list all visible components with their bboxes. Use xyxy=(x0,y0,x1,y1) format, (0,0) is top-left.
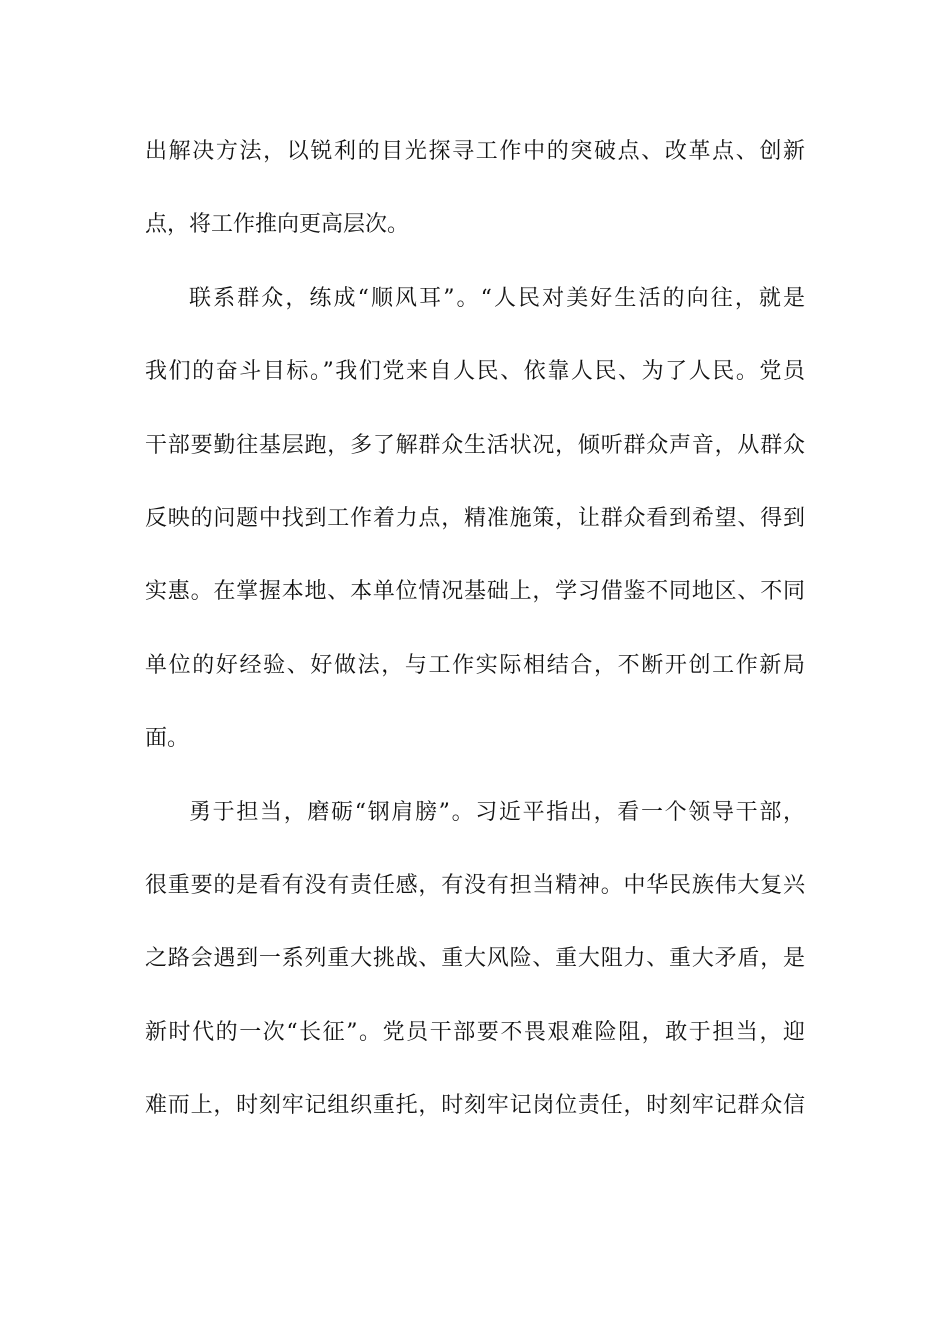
text-line: 新时代的一次“长征”。党员干部要不畏艰难险阻，敢于担当，迎 xyxy=(145,1019,805,1045)
text-line: 出解决方法，以锐利的目光探寻工作中的突破点、改革点、创新 xyxy=(145,139,805,164)
text-line: 难而上，时刻牢记组织重托，时刻牢记岗位责任，时刻牢记群众信 xyxy=(145,1093,805,1119)
text-line: 实惠。在掌握本地、本单位情况基础上，学习借鉴不同地区、不同 xyxy=(145,579,805,605)
text-line: 反映的问题中找到工作着力点，精准施策，让群众看到希望、得到 xyxy=(145,505,805,531)
paragraph-start-line: 勇于担当，磨砺“钢肩膀”。习近平指出，看一个领导干部， xyxy=(189,799,805,825)
text-line: 干部要勤往基层跑，多了解群众生活状况，倾听群众声音，从群众 xyxy=(145,432,805,458)
text-line: 点，将工作推向更高层次。 xyxy=(145,212,410,238)
text-line: 之路会遇到一系列重大挑战、重大风险、重大阻力、重大矛盾，是 xyxy=(145,946,805,972)
text-line: 面。 xyxy=(145,726,190,752)
body-text xyxy=(145,130,805,1157)
paragraph-start-line: 联系群众，练成“顺风耳”。“人民对美好生活的向往，就是 xyxy=(189,285,805,311)
text-line: 很重要的是看有没有责任感，有没有担当精神。中华民族伟大复兴 xyxy=(145,872,805,898)
text-line: 我们的奋斗目标。”我们党来自人民、依靠人民、为了人民。党员 xyxy=(145,359,805,385)
text-line: 单位的好经验、好做法，与工作实际相结合，不断开创工作新局 xyxy=(145,652,805,678)
